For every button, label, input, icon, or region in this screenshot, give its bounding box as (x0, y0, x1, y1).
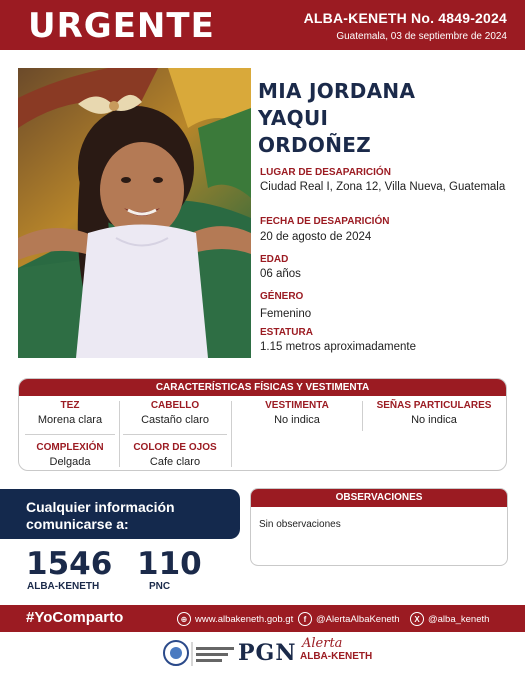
divider (123, 434, 227, 435)
tez-cell (23, 400, 117, 426)
logos-row (0, 638, 525, 676)
facebook-text: @AlertaAlbaKeneth (316, 613, 400, 625)
height-label: ESTATURA (260, 327, 313, 338)
x-icon: X (410, 612, 424, 626)
vestimenta-value: No indica (274, 414, 320, 426)
footer-bar (0, 605, 525, 632)
age-value: 06 años (260, 268, 301, 280)
case-number: ALBA-KENETH No. 4849-2024 (303, 10, 507, 26)
contact-box (0, 489, 240, 539)
twitter-text: @alba_keneth (428, 613, 490, 625)
age-label: EDAD (260, 254, 289, 265)
ojos-value: Cafe claro (149, 456, 201, 468)
divider (25, 434, 115, 435)
ojos-cell (121, 442, 229, 468)
phone-alba-keneth[interactable]: 1546 (26, 546, 113, 582)
facebook-icon: f (298, 612, 312, 626)
complexion-label: COMPLEXIÓN (36, 442, 104, 453)
divider (231, 401, 232, 467)
missing-person-photo (18, 68, 251, 358)
person-name-line-1: MIA JORDANA (258, 79, 416, 103)
date-label: FECHA DE DESAPARICIÓN (260, 216, 390, 227)
tez-label: TEZ (60, 400, 80, 411)
senas-value: No indica (411, 414, 457, 426)
gender-label: GÉNERO (260, 291, 304, 302)
place-value: Ciudad Real I, Zona 12, Villa Nueva, Guatemala (260, 181, 506, 193)
contact-line-2: comunicarse a: (26, 516, 129, 532)
complexion-value: Delgada (49, 456, 91, 468)
height-value: 1.15 metros aproximadamente (260, 341, 416, 353)
observations-title: OBSERVACIONES (251, 489, 507, 507)
header-bar (0, 0, 525, 50)
cabello-cell (121, 400, 229, 426)
alerta-logo-name: ALBA-KENETH (300, 651, 373, 662)
person-info (258, 78, 520, 159)
facebook-link[interactable] (298, 612, 400, 626)
website-text: www.albakeneth.gob.gt (195, 613, 294, 625)
urgent-title: URGENTE (28, 6, 215, 46)
vestimenta-cell (233, 400, 361, 426)
gender-value: Femenino (260, 308, 312, 320)
divider (362, 401, 363, 431)
tez-value: Morena clara (37, 414, 103, 426)
observations-box (250, 488, 508, 566)
senas-cell (364, 400, 504, 426)
cabello-value: Castaño claro (141, 414, 209, 426)
date-value: 20 de agosto de 2024 (260, 231, 372, 243)
observations-text: Sin observaciones (259, 519, 341, 530)
senas-label: SEÑAS PARTICULARES (376, 400, 492, 411)
hashtag: #YoComparto (26, 609, 124, 626)
complexion-cell (23, 442, 117, 468)
contact-line-1: Cualquier información (26, 499, 175, 515)
person-name-line-3: ORDOÑEZ (258, 133, 372, 157)
cabello-label: CABELLO (150, 400, 200, 411)
phone-alba-keneth-label: ALBA-KENETH (27, 581, 100, 592)
phone-pnc[interactable]: 110 (137, 546, 202, 582)
characteristics-title: CARACTERÍSTICAS FÍSICAS Y VESTIMENTA (19, 379, 506, 396)
ojos-label: COLOR DE OJOS (133, 442, 217, 453)
guatemala-seal-logo (164, 641, 234, 666)
pgn-logo: PGN (238, 640, 297, 666)
person-name-line-2: YAQUI (258, 106, 329, 130)
globe-icon: ⊕ (177, 612, 191, 626)
place-label: LUGAR DE DESAPARICIÓN (260, 167, 391, 178)
alerta-logo-script: Alerta (302, 636, 343, 651)
website-link[interactable] (177, 612, 293, 626)
divider (119, 401, 120, 467)
twitter-link[interactable] (410, 612, 489, 626)
vestimenta-label: VESTIMENTA (265, 400, 329, 411)
location-date: Guatemala, 03 de septiembre de 2024 (336, 31, 507, 42)
phone-pnc-label: PNC (149, 581, 171, 592)
characteristics-box (18, 378, 507, 471)
